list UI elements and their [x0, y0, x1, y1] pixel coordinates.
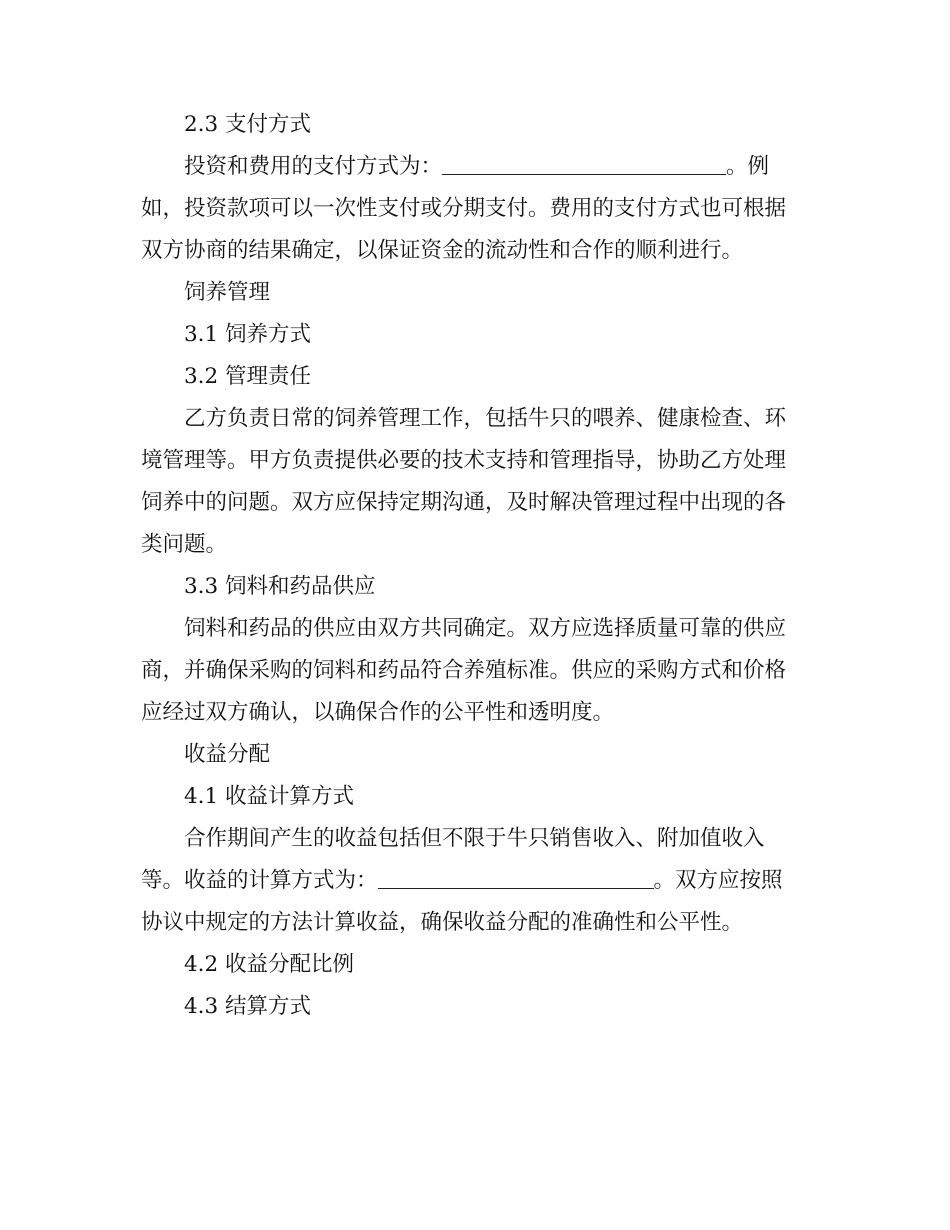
responsibility-paragraph-line-1: 乙方负责日常的饲养管理工作，包括牛只的喂养、健康检查、环 [184, 406, 787, 431]
responsibility-paragraph-line-3: 饲养中的问题。双方应保持定期沟通，及时解决管理过程中出现的各 [141, 490, 787, 515]
supply-paragraph-line-1: 饲料和药品的供应由双方共同确定。双方应选择质量可靠的供应 [184, 616, 787, 641]
supply-paragraph-line-2: 商，并确保采购的饲料和药品符合养殖标准。供应的采购方式和价格 [141, 658, 787, 683]
section-heading-3-1: 3.1 饲养方式 [184, 322, 312, 347]
income-paragraph-line-2 [141, 860, 801, 902]
section-heading-3-3: 3.3 饲料和药品供应 [184, 574, 376, 599]
income-text: 等。收益的计算方式为： [141, 868, 378, 893]
section-heading-3-2: 3.2 管理责任 [184, 364, 312, 389]
income-calculation-blank [378, 868, 654, 889]
section-heading-feeding-management: 饲养管理 [184, 280, 271, 305]
section-heading-income-distribution: 收益分配 [184, 742, 271, 767]
income-paragraph-line-1: 合作期间产生的收益包括但不限于牛只销售收入、附加值收入 [184, 826, 765, 851]
payment-paragraph-line-1 [141, 146, 801, 188]
section-heading-4-2: 4.2 收益分配比例 [184, 952, 355, 977]
responsibility-paragraph-line-4: 类问题。 [141, 532, 228, 557]
section-heading-4-1: 4.1 收益计算方式 [184, 784, 355, 809]
section-heading-4-3: 4.3 结算方式 [184, 994, 312, 1019]
payment-paragraph-line-3: 双方协商的结果确定，以保证资金的流动性和合作的顺利进行。 [141, 238, 744, 263]
income-paragraph-line-3: 协议中规定的方法计算收益，确保收益分配的准确性和公平性。 [141, 910, 744, 935]
supply-paragraph-line-3: 应经过双方确认，以确保合作的公平性和透明度。 [141, 700, 615, 725]
payment-text: 投资和费用的支付方式为： [184, 154, 443, 179]
document-body [141, 104, 801, 1028]
income-text-suffix: 。双方应按照 [653, 868, 783, 893]
payment-text-suffix: 。例 [726, 154, 770, 179]
payment-paragraph-line-2: 如，投资款项可以一次性支付或分期支付。费用的支付方式也可根据 [141, 196, 787, 221]
payment-method-blank [442, 154, 726, 175]
responsibility-paragraph-line-2: 境管理等。甲方负责提供必要的技术支持和管理指导，协助乙方处理 [141, 448, 787, 473]
section-heading-2-3: 2.3 支付方式 [184, 112, 312, 137]
